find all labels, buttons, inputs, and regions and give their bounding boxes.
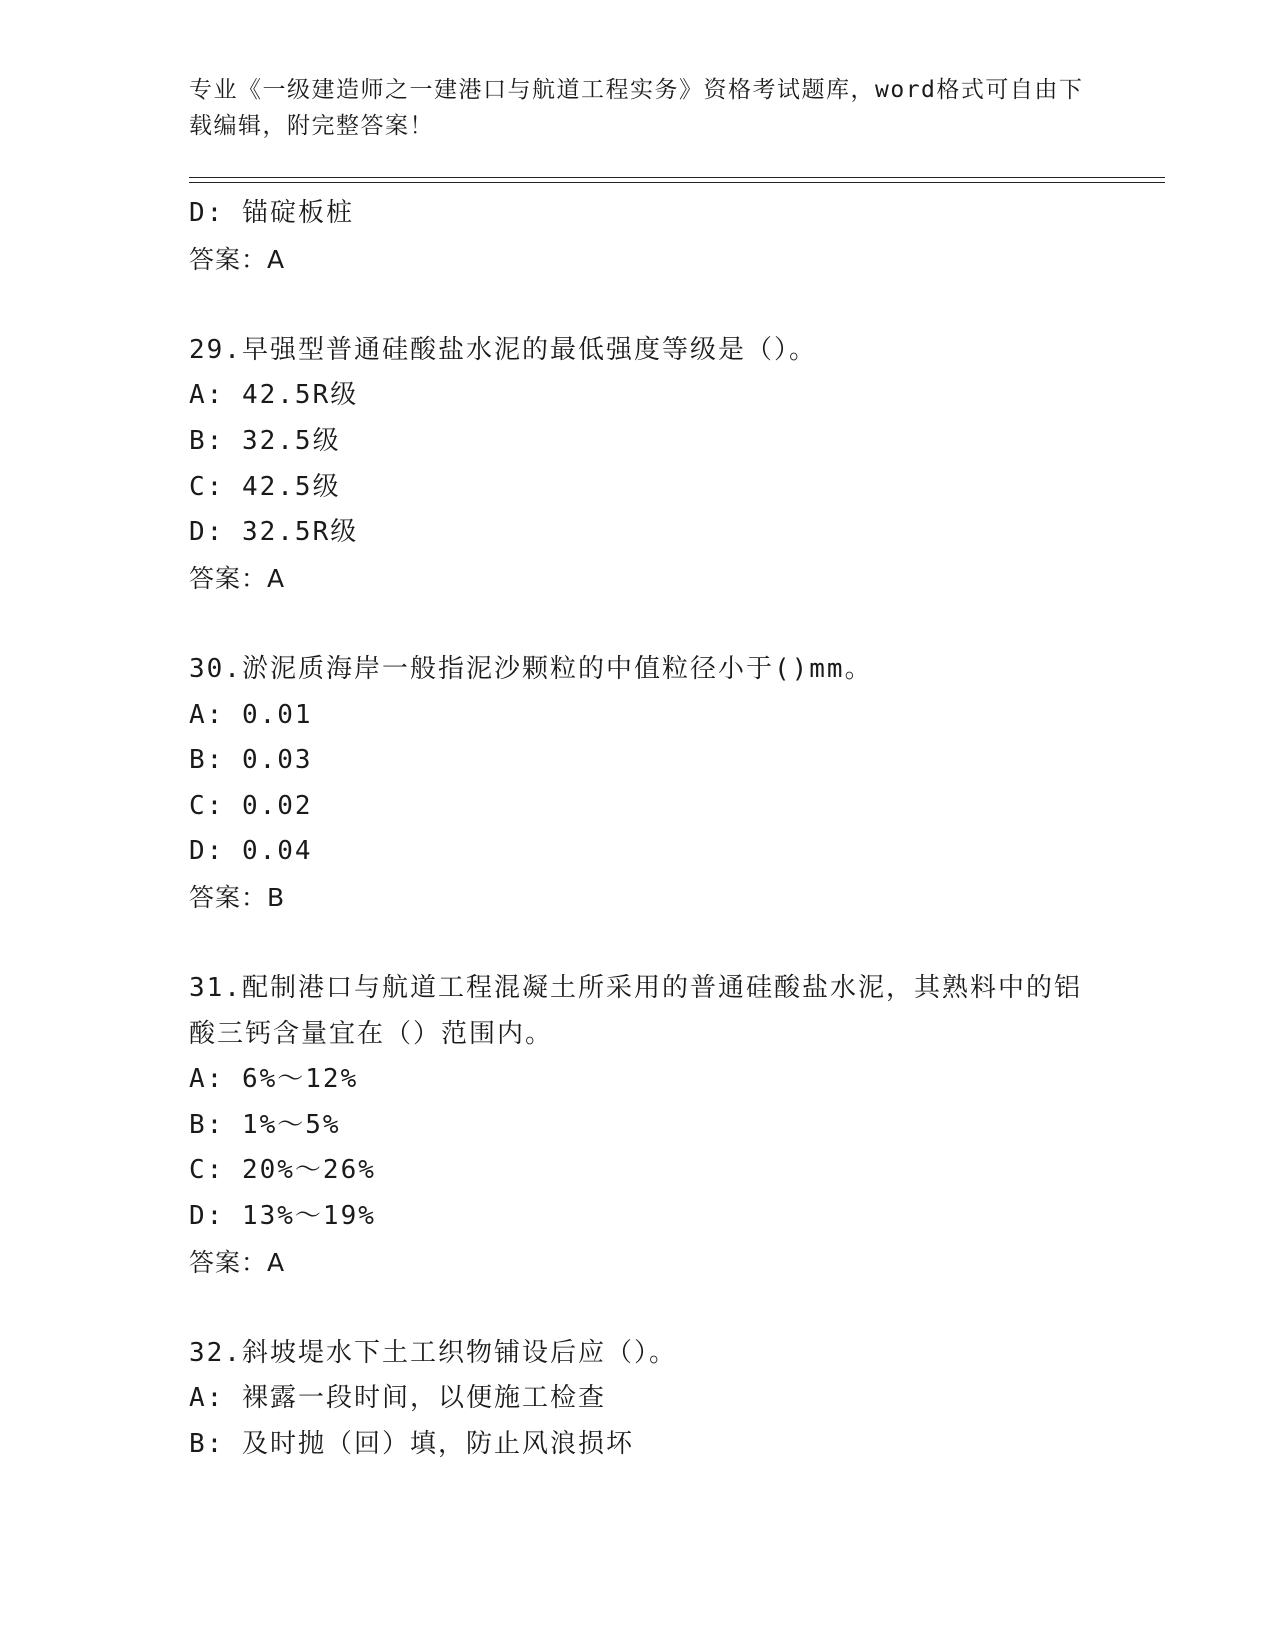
option-c: C: 42.5级: [189, 471, 341, 502]
option-b: B: 32.5级: [189, 425, 341, 456]
option-d: D: 0.04: [189, 836, 313, 867]
question-list: [189, 191, 1149, 1468]
option-a: A: 6%～12%: [189, 1064, 359, 1095]
option-a: A: 0.01: [189, 699, 313, 730]
answer: 答案：A: [189, 244, 286, 274]
question-stem: 31.配制港口与航道工程混凝土所采用的普通硅酸盐水泥，其熟料中的铝酸三钙含量宜在（）范围内。: [189, 973, 1082, 1049]
option-a: A: 42.5R级: [189, 380, 359, 411]
option-a: A: 裸露一段时间，以便施工检查: [189, 1383, 606, 1414]
spacer: [189, 282, 1149, 328]
header-divider-top: [189, 177, 1165, 178]
question-stem: 32.斜坡堤水下土工织物铺设后应（）。: [189, 1337, 677, 1368]
spacer: [189, 601, 1149, 647]
option-d: D: 锚碇板桩: [189, 198, 354, 228]
question-stem: 30.淤泥质海岸一般指泥沙颗粒的中值粒径小于()mm。: [189, 653, 873, 684]
option-b: B: 1%～5%: [189, 1109, 341, 1140]
option-c: C: 20%～26%: [189, 1155, 376, 1186]
spacer: [189, 1285, 1149, 1331]
answer: 答案：B: [189, 882, 286, 912]
spacer: [189, 921, 1149, 967]
header-divider-bottom: [189, 182, 1165, 183]
option-b: B: 及时抛（回）填，防止风浪损坏: [189, 1429, 634, 1460]
option-d: D: 32.5R级: [189, 517, 359, 548]
document-header: 专业《一级建造师之一建港口与航道工程实务》资格考试题库，word格式可自由下载编辑，附完整答案！: [189, 77, 1084, 139]
question-stem: 29.早强型普通硅酸盐水泥的最低强度等级是（）。: [189, 334, 817, 365]
answer: 答案：A: [189, 1247, 286, 1277]
option-d: D: 13%～19%: [189, 1201, 376, 1232]
option-c: C: 0.02: [189, 790, 313, 821]
answer: 答案：A: [189, 563, 286, 593]
option-b: B: 0.03: [189, 745, 313, 776]
